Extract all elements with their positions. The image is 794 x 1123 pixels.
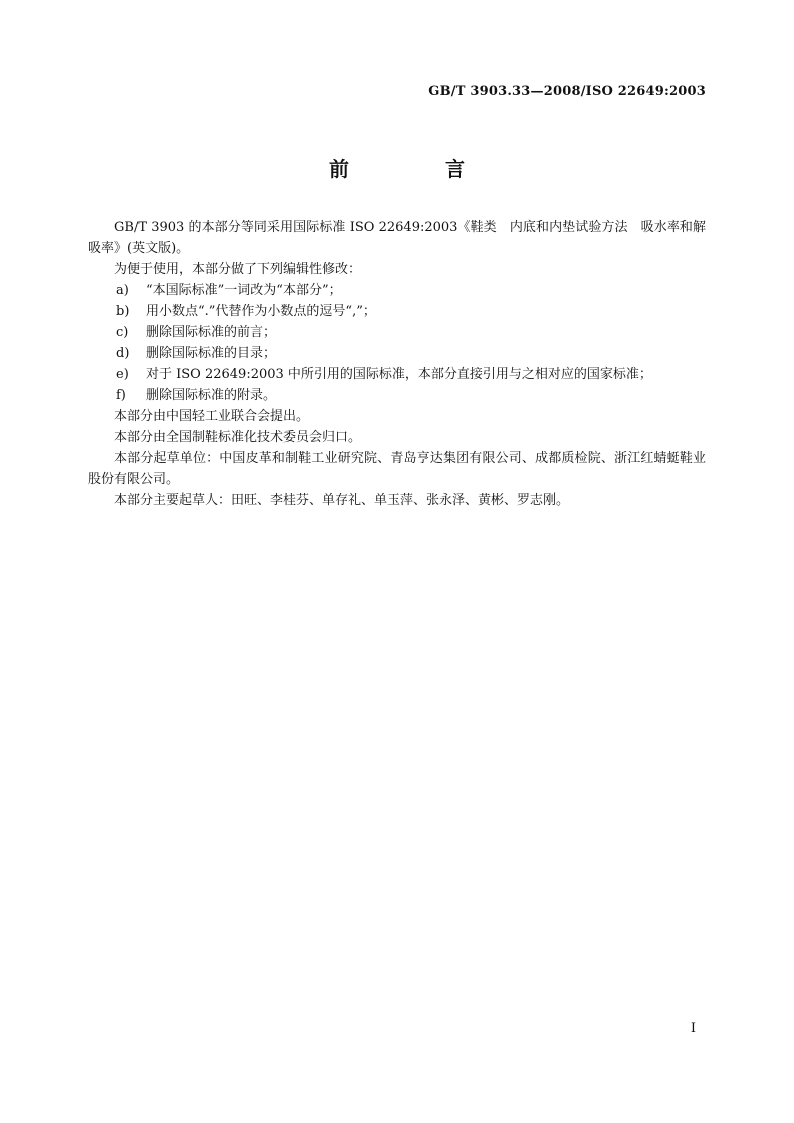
page-title: 前 言 <box>329 157 503 181</box>
centralized-unit-paragraph: 本部分由全国制鞋标准化技术委员会归口。 <box>114 430 362 445</box>
drafting-units-paragraph: 本部分起草单位：中国皮革和制鞋工业研究院、青岛亨达集团有限公司、成都质检院、浙江红蜻蜓鞋业股份有限公司。 <box>88 451 706 487</box>
adoption-paragraph: GB/T 3903 的本部分等同采用国际标准 ISO 22649:2003《鞋类 内底和内垫试验方法 吸水率和解吸率》(英文版)。 <box>88 220 706 256</box>
list-item-text: 删除国际标准的前言； <box>146 325 277 340</box>
list-item <box>88 280 706 301</box>
list-item-text: “本国际标准”一词改为“本部分”； <box>146 283 342 298</box>
standard-code-header: GB/T 3903.33—2008/ISO 22649:2003 <box>428 84 706 99</box>
list-item <box>88 364 706 385</box>
list-item <box>88 301 706 322</box>
list-item-text: 对于 ISO 22649:2003 中所引用的国际标准，本部分直接引用与之相对应的国家标准； <box>146 367 652 382</box>
list-item <box>88 322 706 343</box>
list-item-text: 删除国际标准的附录。 <box>146 388 277 403</box>
list-item-text: 用小数点“.”代替作为小数点的逗号“,”； <box>146 304 376 319</box>
list-item-marker: c) <box>116 325 129 340</box>
list-item-marker: d) <box>116 346 130 361</box>
page-number: I <box>690 1021 696 1036</box>
edits-intro-paragraph: 为便于使用，本部分做了下列编辑性修改： <box>114 262 362 277</box>
list-item-marker: e) <box>116 367 129 382</box>
list-item <box>88 343 706 364</box>
list-item-marker: a) <box>116 283 129 298</box>
list-item-text: 删除国际标准的目录； <box>146 346 277 361</box>
list-item-marker: b) <box>116 304 130 319</box>
proposer-paragraph: 本部分由中国轻工业联合会提出。 <box>114 409 310 424</box>
list-item-marker: f) <box>116 388 126 403</box>
drafters-paragraph: 本部分主要起草人：田旺、李桂芬、单存礼、单玉萍、张永泽、黄彬、罗志刚。 <box>114 493 570 508</box>
foreword-body <box>88 217 706 511</box>
list-item <box>88 385 706 406</box>
